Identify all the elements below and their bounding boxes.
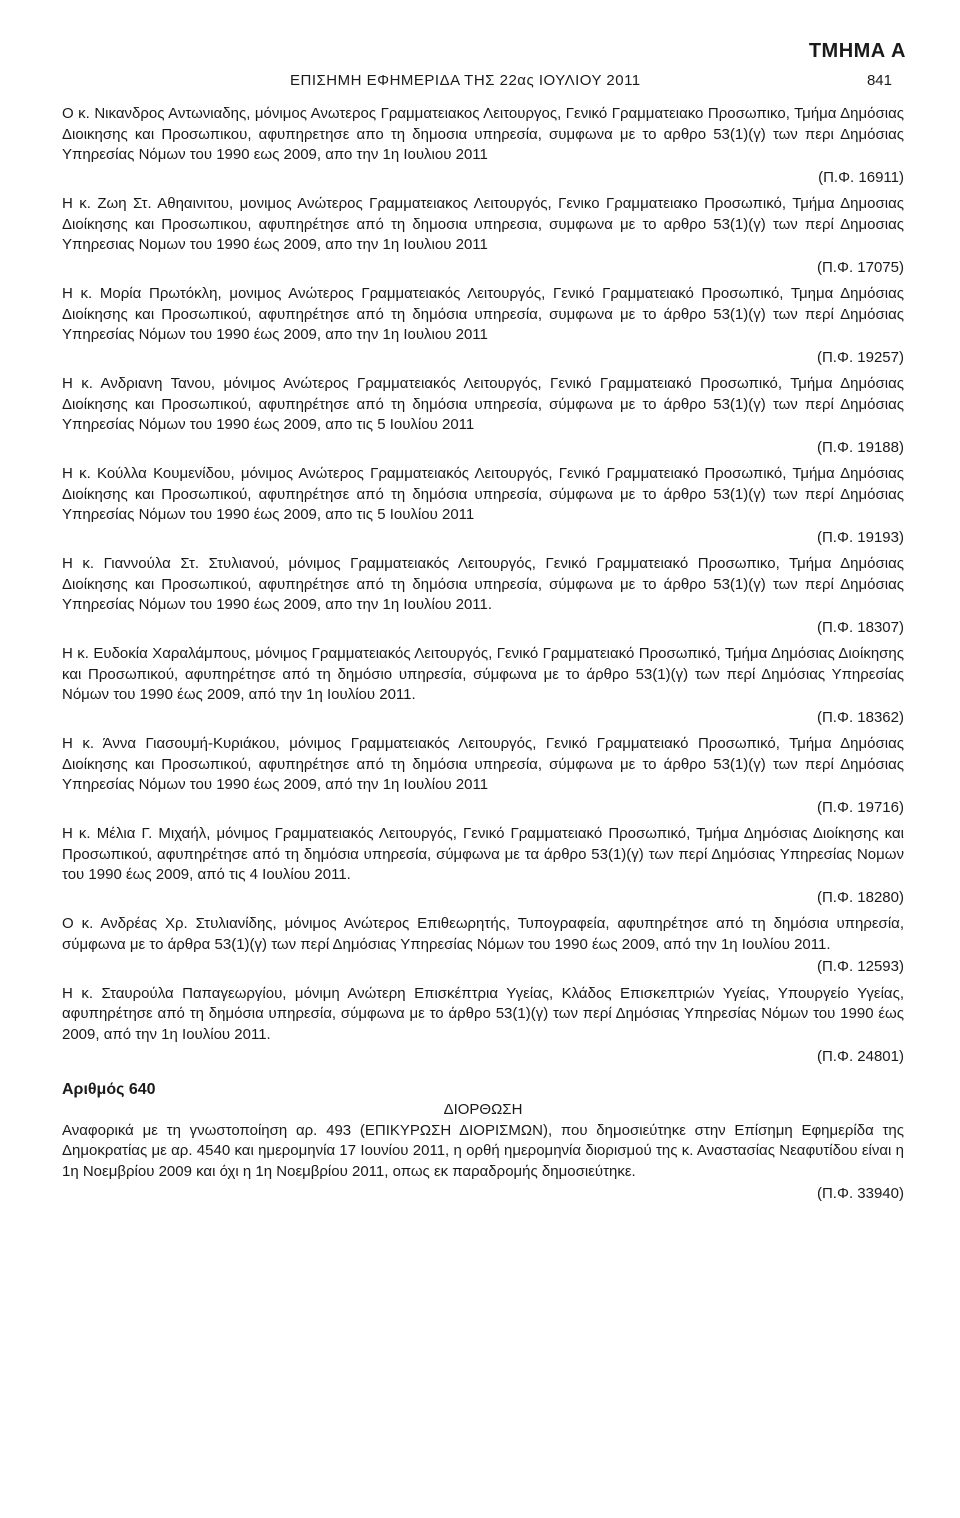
reference-number: (Π.Φ. 24801) (816, 1048, 904, 1065)
reference-number: (Π.Φ. 19257) (816, 348, 904, 366)
retirement-notice (62, 984, 904, 1068)
retirement-notice (62, 194, 904, 278)
page-body (62, 104, 904, 1211)
reference-number: (Π.Φ. 12593) (816, 958, 904, 975)
retirement-notice (62, 734, 904, 818)
retirement-notice (62, 104, 904, 188)
reference-number: (Π.Φ. 19193) (816, 528, 904, 546)
notice-number: Αριθμός 640 (62, 1080, 156, 1098)
notice-text: Η κ. Κούλλα Κουμενίδου, μόνιμος Ανώτερος Γραμματειακός Λειτουργός, Γενικό Γραμματειακό Προσωπικό, Τμήμα Δημόσιας Διοίκησης και Προσωπικού, αφυπηρέτησε από τη δημόσια υπηρεσία, σύμφωνα με το άρθρο 53(1)(γ) των περί Δημόσιας Υπηρεσίας Νόμων του 1990 έως 2009, απο τις 5 Ιουλίου 2011 (62, 465, 904, 523)
retirement-notice (62, 914, 904, 978)
notice-text: Η κ. Άννα Γιασουμή-Κυριάκου, μόνιμος Γραμματειακός Λειτουργός, Γενικό Γραμματειακό Προσωπικό, Τμήμα Δημόσιας Διοίκησης και Προσωπικού, αφυπηρέτησε από τη δημόσια υπηρεσία, σύμφωνα με το άρθρο 53(1)(γ) των περί Δημόσιας Υπηρεσίας Νόμων του 1990 έως 2009, από την 1η Ιουλίου 2011 (62, 735, 904, 793)
retirement-notice (62, 824, 904, 908)
reference-number: (Π.Φ. 19188) (816, 438, 904, 456)
retirement-notice (62, 284, 904, 368)
notice-text: Η κ. Σταυρούλα Παπαγεωργίου, μόνιμη Ανώτερη Επισκέπτρια Υγείας, Κλάδος Επισκεπτριών Υγείας, Υπουργείο Υγείας, αφυπηρέτησε από τη δημόσια υπηρεσία, σύμφωνα με το άρθρο 53(1)(γ) των περί Δημόσιας Υπηρεσίας Νόμων του 1990 έως 2009, από την 1η Ιουλίου 2011. (62, 984, 904, 1043)
notice-text: Ο κ. Νικανδρος Αντωνιαδης, μόνιμος Ανωτερος Γραμματειακος Λειτουργος, Γενικό Γραμματειακο Προσωπικο, Τμήμα Δημόσιας Διοικησης και Προσωπικου, αφυπηρετησε απο τη δημοσια υπηρεσία, συμφωνα με το αρθρο 53(1)(γ) των περι Δημόσιας Υπηρεσίας Νόμων του 1990 εως 2009, απο την 1η Ιουλιου 2011 (62, 105, 904, 163)
page-number: 841 (866, 72, 892, 89)
correction-title: ΔΙΟΡΘΩΣΗ (443, 1101, 523, 1118)
running-title: ΕΠΙΣΗΜΗ ΕΦΗΜΕΡΙΔΑ ΤΗΣ 22ας ΙΟΥΛΙΟΥ 2011 (290, 72, 641, 89)
reference-number: (Π.Φ. 18280) (816, 888, 904, 906)
section-label: ΤΜΗΜΑ Α (808, 40, 906, 62)
retirement-notice (62, 374, 904, 458)
notice-text: Η κ. Ευδοκία Χαραλάμπους, μόνιμος Γραμματειακός Λειτουργός, Γενικό Γραμματειακό Προσωπικό, Τμήμα Δημόσιας Διοίκησης και Προσωπικού, αφυπηρέτησε από τη δημόσιο υπηρεσία, σύμφωνα με το άρθρο 53(1)(γ) των περί Δημόσιας Υπηρεσίας Νόμων του 1990 έως 2009, από την 1η Ιουλίου 2011. (62, 645, 904, 703)
retirement-notice (62, 554, 904, 638)
reference-number: (Π.Φ. 17075) (816, 258, 904, 276)
notice-text: Η κ. Ζωη Στ. Αθηαινιτου, μονιμος Ανώτερος Γραμματειακος Λειτουργός, Γενικο Γραμματειακο Προσωπικό, Τμήμα Δημοσιας Διοίκησης και Προσωπικου, αφυπηρέτησε από τη δημοσια υπηρεσια, συμφωνα με το αρθρο 53(1)(γ) των περί Δημοσιας Υπηρεσιας Νομων του 1990 έως 2009, απο την 1η Ιουλιου 2011 (62, 195, 904, 253)
reference-number: (Π.Φ. 19716) (816, 798, 904, 816)
notice-text: Η κ. Γιαννούλα Στ. Στυλιανού, μόνιμος Γραμματειακός Λειτουργός, Γενικό Γραμματειακό Προσωπικο, Τμήμα Δημόσιας Διοίκησης και Προσωπικού, αφυπηρέτησε από τη δημόσια υπηρεσία, σύμφωνα με το άρθρο 53(1)(γ) των περί Δημόσιας Υπηρεσίας Νόμων του 1990 έως 2009, απο την 1η Ιουλίου 2011. (62, 555, 904, 613)
notice-text: Ο κ. Ανδρέας Χρ. Στυλιανίδης, μόνιμος Ανώτερος Επιθεωρητής, Τυπογραφεία, αφυπηρέτησε από τη δημόσια υπηρεσία, σύμφωνα με το άρθρα 53(1)(γ) των περί Δημόσιας Υπηρεσίας Νόμων του 1990 έως 2009, από την 1η Ιουλίου 2011. (62, 915, 904, 953)
reference-number: (Π.Φ. 16911) (818, 168, 904, 186)
notice-text: Η κ. Ανδριανη Τανου, μόνιμος Ανώτερος Γραμματειακός Λειτουργός, Γενικό Γραμματειακό Προσωπικό, Τμήμα Δημόσιας Διοίκησης και Προσωπικού, αφυπηρέτησε από τη δημόσια υπηρεσία, σύμφωνα με το άρθρο 53(1)(γ) των περί Δημόσιας Υπηρεσίας Νόμων του 1990 έως 2009, απο τις 5 Ιουλίου 2011 (62, 375, 904, 433)
reference-number: (Π.Φ. 18362) (816, 708, 904, 726)
correction-text: Αναφορικά με τη γνωστοποίηση αρ. 493 (ΕΠΙΚΥΡΩΣΗ ΔΙΟΡΙΣΜΩΝ), που δημοσιεύτηκε στην Επίσημη Εφημερίδα της Δημοκρατίας με αρ. 4540 και ημερομηνία 17 Ιουνίου 2011, η ορθή ημερομηνία διορισμού της κ. Αναστασίας Νεαφυτίδου είναι η 1η Νοεμβρίου 2009 και όχι η 1η Νοεμβρίου 2011, οπως εκ παραδρομής δημοσιεύτηκε. (62, 1121, 904, 1180)
retirement-notice (62, 464, 904, 548)
notice-text: Η κ. Μορία Πρωτόκλη, μονιμος Ανώτερος Γραμματειακός Λειτουργός, Γενικό Γραμματειακό Προσωπικό, Τμημα Δημόσιας Διοίκησης και Προσωπικού, αφυπηρέτησε από τη δημόσια υπηρεσία, συμφωνα με το άρθρο 53(1)(γ) των περί Δημόσιας Υπηρεσίας Νόμων του 1990 έως 2009, απο την 1η Ιουλιου 2011 (62, 285, 904, 343)
retirement-notice (62, 644, 904, 728)
reference-number: (Π.Φ. 18307) (816, 618, 904, 636)
reference-number: (Π.Φ. 33940) (816, 1185, 904, 1202)
notice-text: Η κ. Μέλια Γ. Μιχαήλ, μόνιμος Γραμματειακός Λειτουργός, Γενικό Γραμματειακό Προσωπικό, Τμήμα Δημόσιας Διοίκησης και Προσωπικού, αφυπηρέτησε από τη δημόσια υπηρεσία, σύμφωνα με τα άρθρο 53(1)(γ) των περί Δημόσιας Υπηρεσίας Νομων του 1990 έως 2009, από τις 4 Ιουλίου 2011. (62, 825, 904, 883)
